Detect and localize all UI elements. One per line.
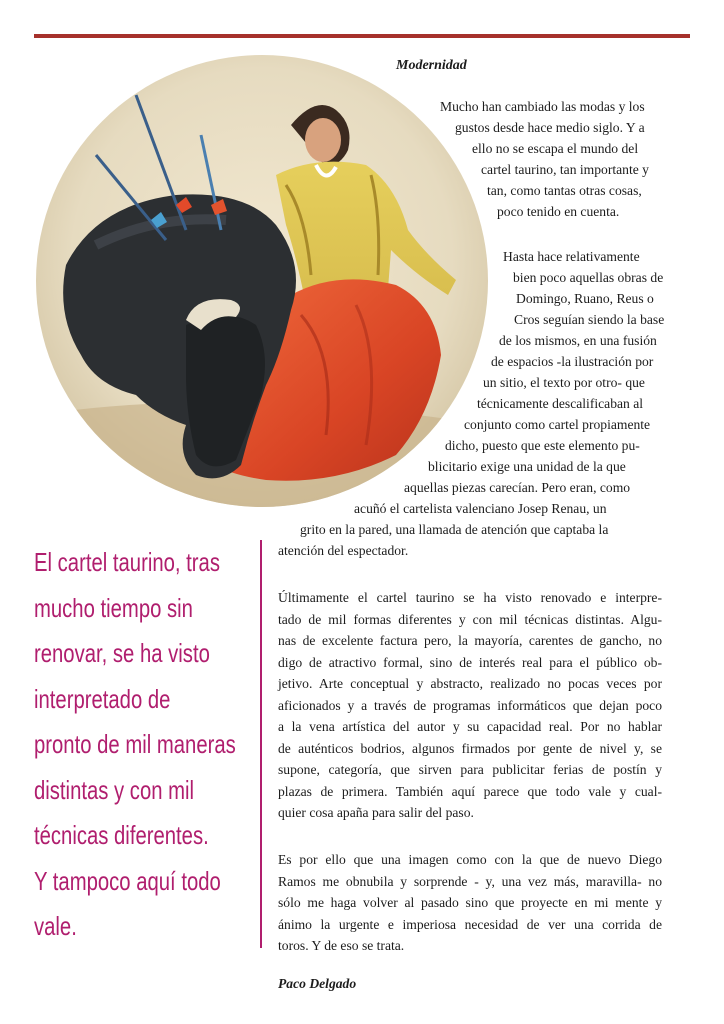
- text-line: aquellas piezas carecían. Pero eran, como: [404, 480, 631, 495]
- bullfight-illustration: [36, 55, 488, 507]
- pull-quote-line: Y tampoco aquí todo: [34, 865, 221, 896]
- text-line: Domingo, Ruano, Reus o: [516, 291, 654, 306]
- text-line: supone, categoría, que sirven para publicitar ferias de postín y: [278, 762, 662, 777]
- text-line: blicitario exige una unidad de la que: [428, 459, 626, 474]
- text-line: jetivo. Arte conceptual y abstracto, realizado no pocas veces por: [278, 676, 662, 691]
- text-line: dicho, puesto que este elemento pu-: [445, 438, 640, 453]
- author-signature: Paco Delgado: [278, 976, 357, 991]
- top-rule: [34, 34, 690, 38]
- text-line: Mucho han cambiado las modas y los: [440, 99, 645, 114]
- text-line: de los mismos, en una fusión: [499, 333, 657, 348]
- text-line: técnicamente descalificaban al: [477, 396, 644, 411]
- text-line: aficionados y a través de programas informáticos que dejan poco: [278, 697, 662, 713]
- text-line: toros. Y de eso se trata.: [278, 938, 405, 953]
- text-line: gustos desde hace medio siglo. Y a: [455, 120, 645, 135]
- pull-quote-line: mucho tiempo sin: [34, 592, 193, 623]
- paragraph-4: [278, 849, 662, 957]
- text-line: sólo me haga volver al pasado sino que proyecte en mi mente y: [278, 895, 662, 910]
- text-line: Cros seguían siendo la base: [514, 312, 665, 327]
- pull-quote-line: renovar, se ha visto: [34, 638, 210, 668]
- section-title: Modernidad: [396, 58, 467, 73]
- text-line: tan, como tantas otras cosas,: [487, 183, 642, 198]
- text-line: atención del espectador.: [278, 543, 409, 558]
- text-line: tado de mil formas diferentes y con mil técnicas distintas. Algu-: [278, 611, 662, 627]
- text-line: bien poco aquellas obras de: [513, 270, 664, 285]
- text-line: Últimamente el cartel taurino se ha visto renovado e interpre-: [278, 590, 662, 605]
- pull-quote-line: técnicas diferentes.: [34, 820, 209, 850]
- text-line: a la vena artística del autor y su capacidad real. Por no hablar: [278, 719, 662, 734]
- text-line: de espacios -la ilustración por: [491, 354, 654, 369]
- pull-quote: [34, 540, 236, 950]
- pull-quote-line: distintas y con mil: [34, 774, 195, 805]
- text-line: quier cosa apaña para salir del paso.: [278, 805, 474, 820]
- pull-quote-divider: [260, 540, 262, 948]
- text-line: de auténticos bodrios, algunos firmados por gente de nivel y, se: [278, 740, 662, 756]
- text-line: Ramos me obnubila y sorprende - y, una vez más, maravilla- no: [278, 873, 662, 889]
- text-line: plazas de primera. También aquí parece que todo vale y cual-: [278, 783, 662, 799]
- text-line: cartel taurino, tan importante y: [481, 162, 649, 177]
- pull-quote-line: El cartel taurino, tras: [34, 547, 220, 577]
- text-line: Es por ello que una imagen como con la que de nuevo Diego: [278, 852, 662, 867]
- pull-quote-line: interpretado de: [34, 683, 171, 714]
- pull-quote-line: pronto de mil maneras: [34, 729, 236, 759]
- text-line: conjunto como cartel propiamente: [464, 417, 651, 432]
- text-line: nas de excelente factura pero, la mayoría, carentes de gancho, no: [278, 633, 662, 648]
- text-line: digo de atractivo formal, sino de interés real para el público ob-: [278, 654, 662, 670]
- text-line: grito en la pared, una llamada de atención que captaba la: [300, 522, 609, 537]
- text-line: poco tenido en cuenta.: [497, 204, 620, 219]
- text-line: acuñó el cartelista valenciano Josep Renau, un: [354, 501, 607, 516]
- text-line: ello no se escapa el mundo del: [472, 141, 639, 156]
- text-line: un sitio, el texto por otro- que: [483, 375, 645, 390]
- text-line: Hasta hace relativamente: [503, 249, 640, 264]
- paragraph-3: [278, 587, 662, 824]
- pull-quote-line: vale.: [34, 911, 77, 941]
- text-line: ánimo la urgente e imperiosa necesidad de ver una corrida de: [278, 916, 662, 932]
